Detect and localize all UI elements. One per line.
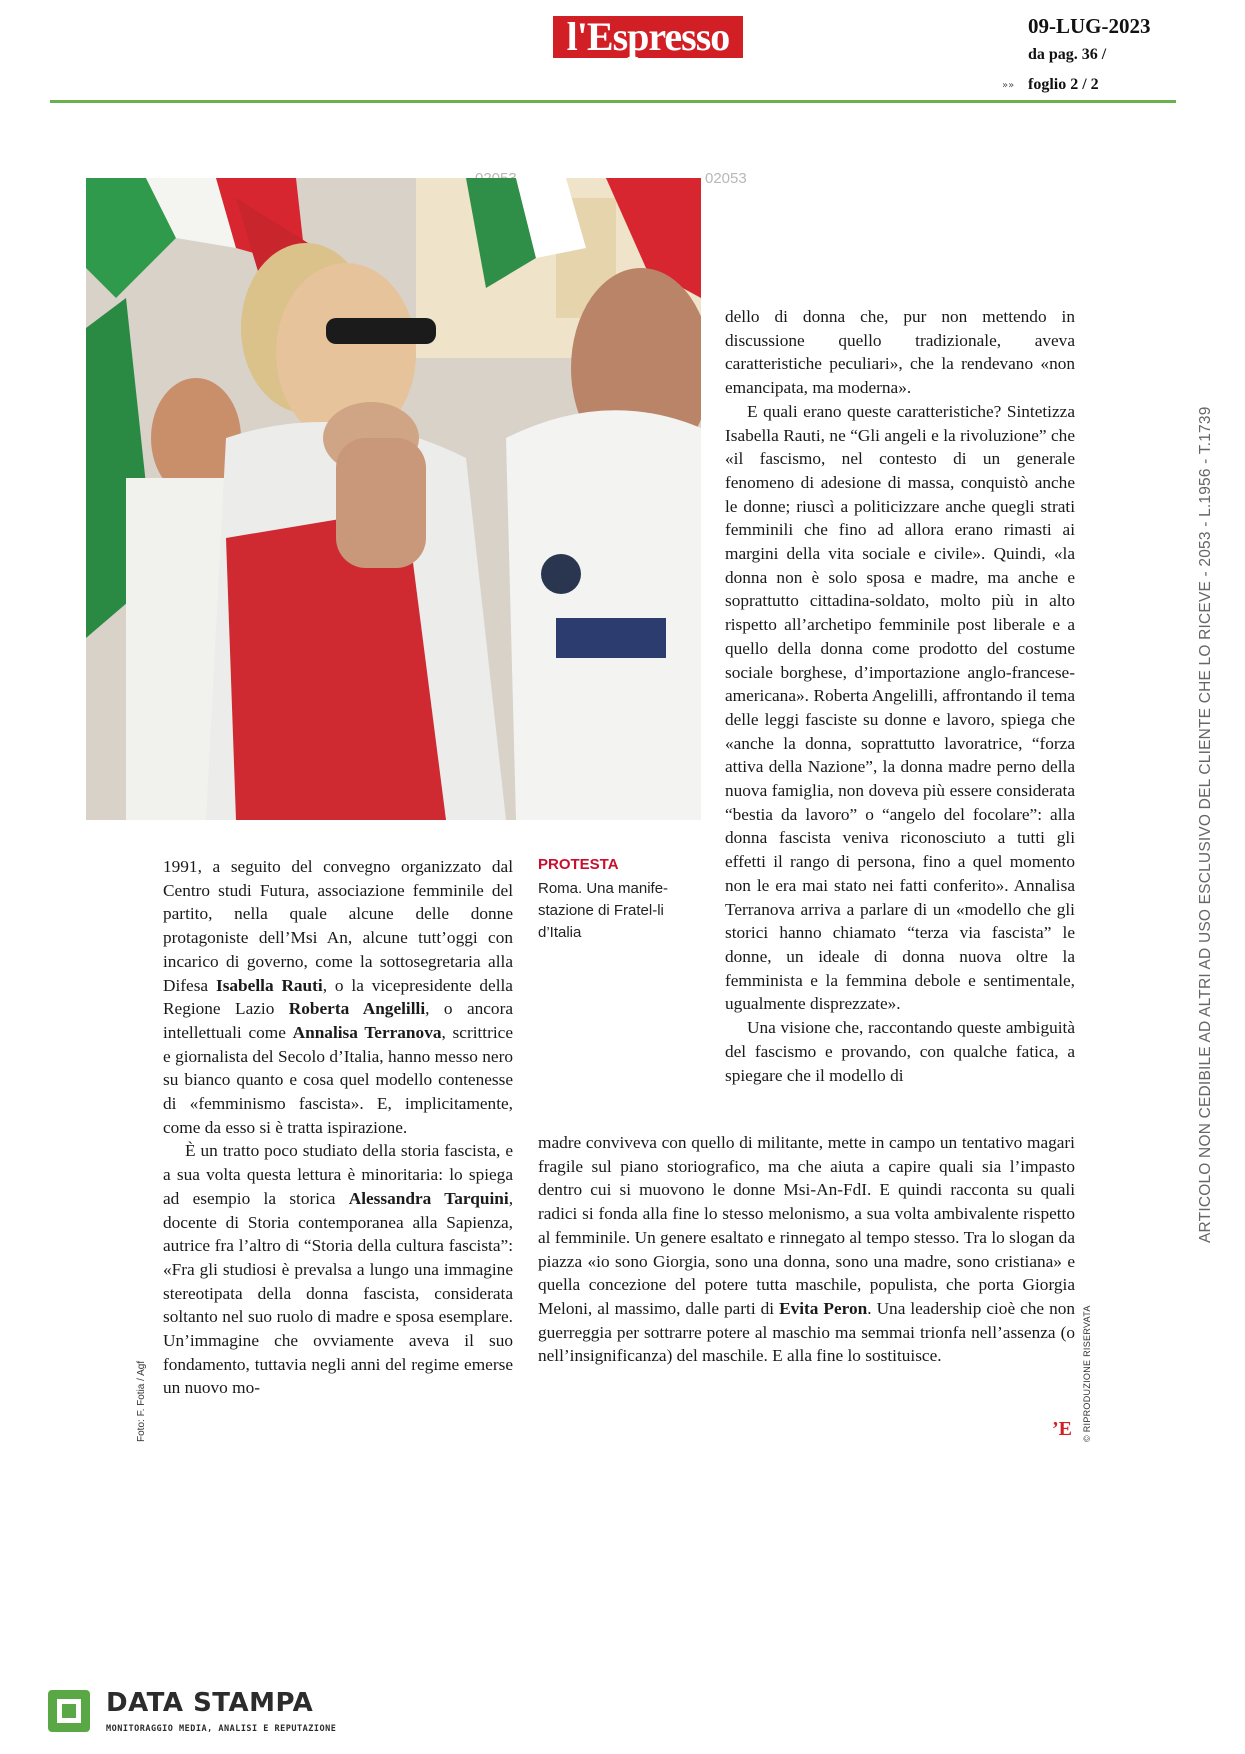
footer-tagline: MONITORAGGIO MEDIA, ANALISI E REPUTAZIONE <box>106 1724 337 1734</box>
text-run: madre conviveva con quello di militante, mette in campo un tentativo magari fragile sul piano storiografico, ma che aiuta a capire quali sia l’impasto dentro cui si muovono le donne Msi-An-FdI. E quindi racconta su quali radici si fonda alla fine lo stesso melonismo, a sua volta ambivalente rispetto al femminile. Un genere esaltato e rinnegato al tempo stesso. Tra lo slogan da piazza «io sono Giorgia, sono una donna, sono una madre, sono cristiana» e quella concezione del potere tutta maschile, populista, che porta Giorgia Meloni, al massimo, dalle parti di <box>538 1133 1075 1318</box>
arrows-marker: »» <box>1002 80 1015 91</box>
text-run: , o la vicepresidente della Regione Lazio <box>163 975 513 1019</box>
header-divider <box>50 100 1176 103</box>
paragraph <box>163 1139 513 1400</box>
person-name: Roberta Angelilli <box>288 999 426 1019</box>
caption-text: Roma. Una manife-stazione di Fratel-li d’Italia <box>538 880 669 941</box>
paragraph: E quali erano queste caratteristiche? Sintetizza Isabella Rauti, ne “Gli angeli e la rivoluzione” che «il fascismo, nel contesto di un generale fenomeno di adesione di massa, conquistò anche le donne; riuscì a politicizzare anche quegli strati femminili che fino ad allora erano rimasti ai margini della vita sociale e civile». Quindi, «la donna non è solo sposa e madre, ma anche e soprattutto cittadina-soldato, molto più in alto rispetto all’archetipo femminile post liberale e a quello della donna come prodotto del costume sociale borghese, d’importazione anglo-francese-americana». Roberta Angelilli, affrontando il tema delle leggi fasciste su donne e lavoro, spiega che «anche la donna, soprattutto lavoratrice, “forza attiva della Nazione”, la donna madre perno della nuova famiglia, non doveva più essere considerata “bestia da lavoro” o “angelo del focolare”: alla donna fascista veniva riconosciuto a tutti gli effetti il rango di persona, fino a quel momento non le era mai stato nei fatti conferito». Annalisa Terranova arriva a parlare di un «modello che gli storici hanno chiamato “terza via fascista” le donne, un ideale di donna nuova oltre la femminista e la femmina debole e sentimentale, ugualmente disprezzate». <box>725 401 1075 1014</box>
brand-logo: l'Espresso <box>553 16 743 58</box>
watermark-code: 02053 <box>705 170 747 187</box>
text-run: . Una leadership cioè che non guerreggia per sottrarre potere al maschio ma semmai trionfa nell’assenza (o nell’insignificanza) del maschile. E alla fine lo sostituisce. <box>538 1298 1075 1366</box>
caption-title: PROTESTA <box>538 856 619 873</box>
text-run: , scrittrice e giornalista del Secolo d’Italia, hanno messo nero su bianco quanto e cosa quel modello contenesse di «femminismo fascista». E, implicitamente, come da esso si è tratta ispirazione. <box>163 1022 513 1137</box>
person-name: Alessandra Tarquini <box>348 1188 509 1208</box>
photo-credit: Foto: F. Fotia / Agf <box>136 1360 147 1442</box>
person-name: Isabella Rauti <box>215 975 323 995</box>
text-run: È un tratto poco studiato della storia fascista, e a sua volta questa lettura è minoritaria: lo spiega ad esempio la storica <box>163 1141 513 1208</box>
text-run: , o ancora intellettuali come <box>163 999 513 1042</box>
paragraph <box>538 1131 1075 1368</box>
side-notice: ARTICOLO NON CEDIBILE AD ALTRI AD USO ESCLUSIVO DEL CLIENTE CHE LO RICEVE - 2053 - L.1956 - T.1739 <box>1197 406 1214 1243</box>
page-reference: da pag. 36 / <box>1028 46 1107 63</box>
data-stampa-logo-icon <box>48 1690 90 1732</box>
publication-date: 09-LUG-2023 <box>1028 14 1151 38</box>
sheet-reference: foglio 2 / 2 <box>1028 76 1099 93</box>
article-column-1 <box>163 855 513 1400</box>
article-photo <box>86 178 701 820</box>
text-run: 1991, a seguito del convegno organizzato dal Centro studi Futura, associazione femminile del partito, nella quale alcune delle donne protagoniste dell’Msi An, alcune tutt’oggi con incarico di governo, come la sottosegretaria alla Difesa <box>163 857 513 995</box>
footer-brand: DATA STAMPA <box>106 1688 314 1718</box>
end-mark: ’E <box>1052 1418 1072 1440</box>
paragraph <box>163 855 513 1139</box>
reproduction-notice: © RIPRODUZIONE RISERVATA <box>1082 1305 1092 1442</box>
paragraph: dello di donna che, pur non mettendo in discussione quello tradizionale, aveva caratteristiche peculiari», che la rendevano «non emancipata, ma moderna». <box>725 307 1075 398</box>
person-name: Annalisa Terranova <box>292 1022 442 1042</box>
article-column-3 <box>538 1131 1075 1368</box>
text-run: , docente di Storia contemporanea alla Sapienza, autrice fra l’altro di “Storia della cultura fascista”: «Fra gli studiosi è prevalsa a lungo una immagine stereotipata della donna fascista, considerata soltanto nel suo ruolo di madre e sposa esemplare. Un’immagine che ovviamente aveva il suo fondamento, tuttavia negli anni del regime emerse un nuovo mo- <box>163 1188 514 1398</box>
person-name: Evita Peron <box>779 1298 868 1318</box>
paragraph: Una visione che, raccontando queste ambiguità del fascismo e provando, con qualche fatica, a spiegare che il modello di <box>725 1018 1075 1085</box>
article-column-2 <box>725 305 1075 1087</box>
